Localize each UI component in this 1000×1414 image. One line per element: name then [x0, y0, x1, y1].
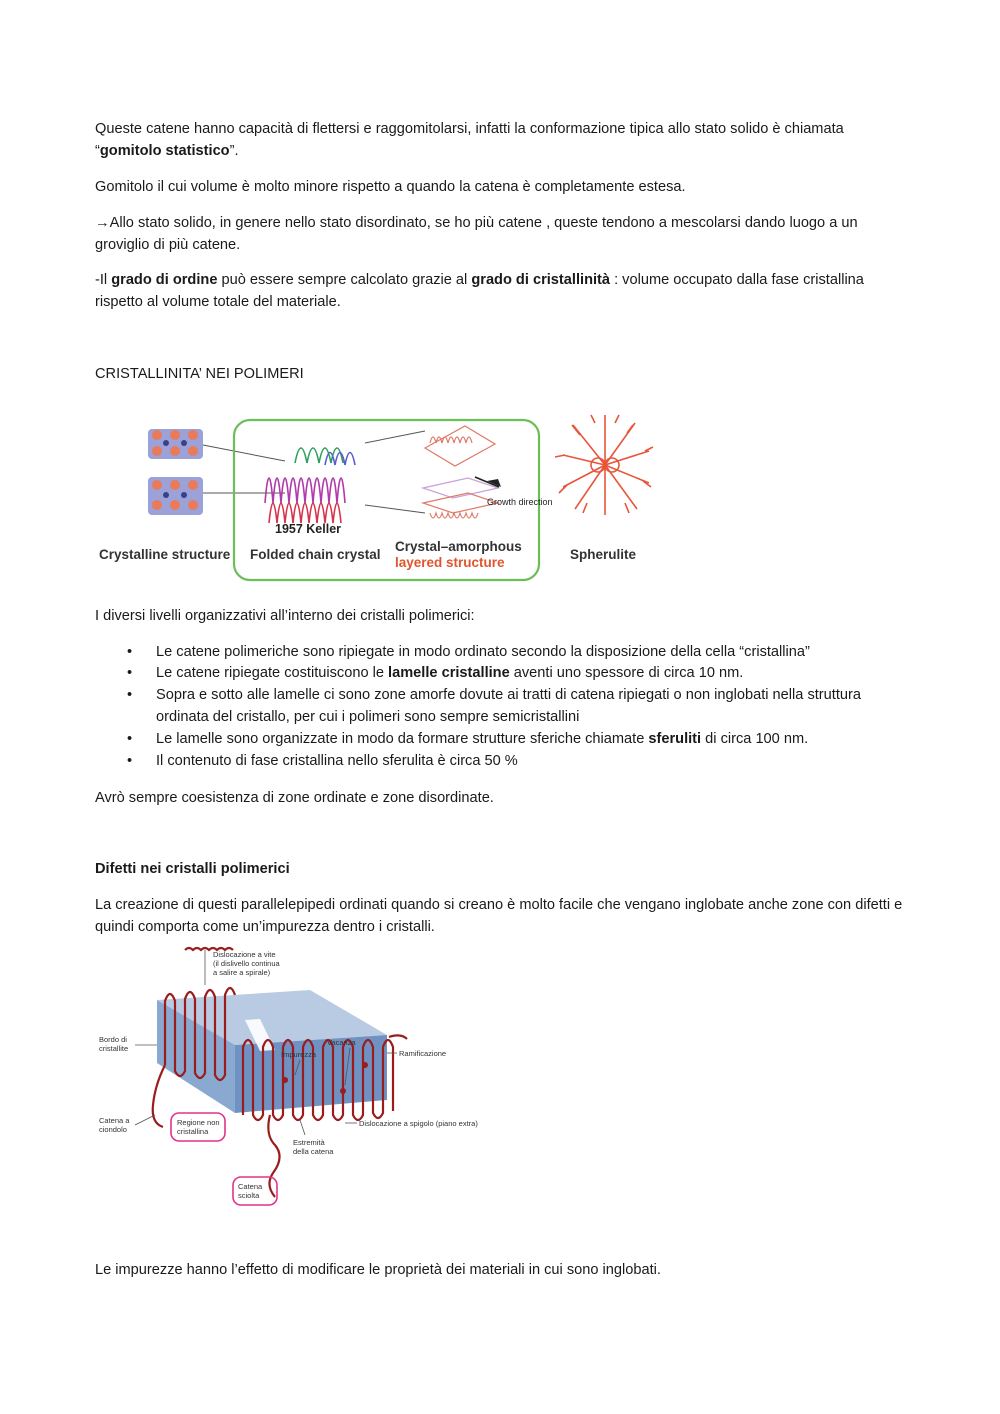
paragraph-order-degree	[95, 270, 907, 313]
bold-term: sferuliti	[648, 731, 702, 747]
paragraph-volume: Gomitolo il cui volume è molto minore rispetto a quando la catena è completamente estesa.	[95, 179, 686, 195]
label-edge-dislocation: Dislocazione a spigolo (piano extra)	[359, 1119, 478, 1128]
paragraph-levels-intro: I diversi livelli organizzativi all’interno dei cristalli polimerici:	[95, 608, 475, 624]
label-crystallite-edge: Bordo di	[99, 1035, 127, 1044]
text-run: -Il	[95, 272, 112, 288]
label-crystalline-structure: Crystalline structure	[99, 547, 231, 562]
bullet-text	[156, 663, 886, 685]
paragraph-solid-state: →Allo stato solido, in genere nello stato disordinato, se ho più catene , queste tendono a mescolarsi dando luogo a un groviglio di più catene.	[95, 215, 858, 253]
text-run: ”.	[229, 142, 239, 159]
paragraph-coexistence: Avrò sempre coesistenza di zone ordinate e zone disordinate.	[95, 790, 494, 806]
label-spherulite: Spherulite	[570, 547, 637, 562]
label-chain-end-2: della catena	[293, 1147, 334, 1156]
paragraph-gomitolo	[95, 119, 907, 162]
bullet-glyph: •	[127, 644, 133, 660]
text-run: Le catene ripiegate costituiscono le	[156, 665, 389, 681]
label-crystallite-edge-2: cristallite	[99, 1044, 129, 1053]
label-screw-dislocation: Dislocazione a vite	[213, 950, 276, 959]
spherulite-graphic	[555, 415, 653, 515]
figure-crystal-defects	[95, 945, 495, 1210]
section-title-crystallinity: CRISTALLINITA’ NEI POLIMERI	[95, 366, 304, 382]
text-run: Queste catene hanno capacità di flettersi e raggomitolarsi, infatti la conformazione tipica allo stato solido è chiamata “	[95, 121, 844, 159]
label-loose-chain: Catena	[238, 1182, 263, 1191]
label-folded-chain: Folded chain crystal	[250, 547, 381, 562]
label-growth-direction: Growth direction	[487, 497, 553, 507]
bullet-glyph: •	[127, 665, 133, 681]
label-noncrystalline-region-2: cristallina	[177, 1127, 209, 1136]
label-impurity: Impurezza	[281, 1050, 317, 1059]
bullet-glyph: •	[127, 753, 133, 769]
label-branching: Ramificazione	[399, 1049, 447, 1058]
label-dangling-chain: Catena a	[99, 1116, 130, 1125]
text-run: Le lamelle sono organizzate in modo da formare strutture sferiche chiamate	[156, 731, 649, 747]
bold-term: gomitolo statistico	[99, 142, 230, 159]
text-run: : volume occupato dalla fase cristallina rispetto al volume totale del materiale.	[95, 272, 864, 310]
bullet-text: Sopra e sotto alle lamelle ci sono zone amorfe dovute ai tratti di catena ripiegati o non inglobati nella struttura ordinata del cristallo, per cui i polimeri sono sempre semicristallini	[156, 687, 861, 725]
label-layered-structure: layered structure	[395, 555, 505, 570]
bold-term: grado di cristallinità	[471, 272, 611, 288]
label-screw-dislocation-2: (il dislivello continua	[213, 959, 280, 968]
bullet-text: Il contenuto di fase cristallina nello sferulita è circa 50 %	[156, 753, 518, 769]
label-noncrystalline-region: Regione non	[177, 1118, 220, 1127]
label-keller: 1957 Keller	[275, 522, 342, 536]
label-loose-chain-2: sciolta	[238, 1191, 260, 1200]
paragraph-closing: Le impurezze hanno l’effetto di modificare le proprietà dei materiali in cui sono inglobati.	[95, 1262, 661, 1278]
label-screw-dislocation-3: a salire a spirale)	[213, 968, 271, 977]
layered-structure-graphic	[423, 426, 553, 518]
bold-term: lamelle cristalline	[388, 665, 510, 681]
label-vacancy: Vacanza	[327, 1038, 356, 1047]
text-run: aventi uno spessore di circa 10 nm.	[509, 665, 744, 681]
paragraph-defects: La creazione di questi parallelepipedi ordinati quando si creano è molto facile che vengano inglobate anche zone con difetti e quindi comporta come un’impurezza dentro i cristalli.	[95, 897, 903, 935]
crystalline-lattice-graphic	[148, 429, 203, 515]
label-chain-end: Estremità	[293, 1138, 325, 1147]
text-run: può essere sempre calcolato grazie al	[217, 272, 472, 288]
bold-term: grado di ordine	[111, 272, 218, 288]
label-crystal-amorphous: Crystal–amorphous	[395, 539, 522, 554]
section-title-defects: Difetti nei cristalli polimerici	[95, 861, 290, 877]
bullet-glyph: •	[127, 687, 133, 703]
bullet-text	[156, 729, 886, 751]
text-run: di circa 100 nm.	[701, 731, 809, 747]
label-dangling-chain-2: ciondolo	[99, 1125, 127, 1134]
bullet-glyph: •	[127, 731, 133, 747]
bullet-text: Le catene polimeriche sono ripiegate in modo ordinato secondo la disposizione della cella “cristallina”	[156, 644, 810, 660]
figure-crystallinity-levels	[95, 393, 655, 588]
